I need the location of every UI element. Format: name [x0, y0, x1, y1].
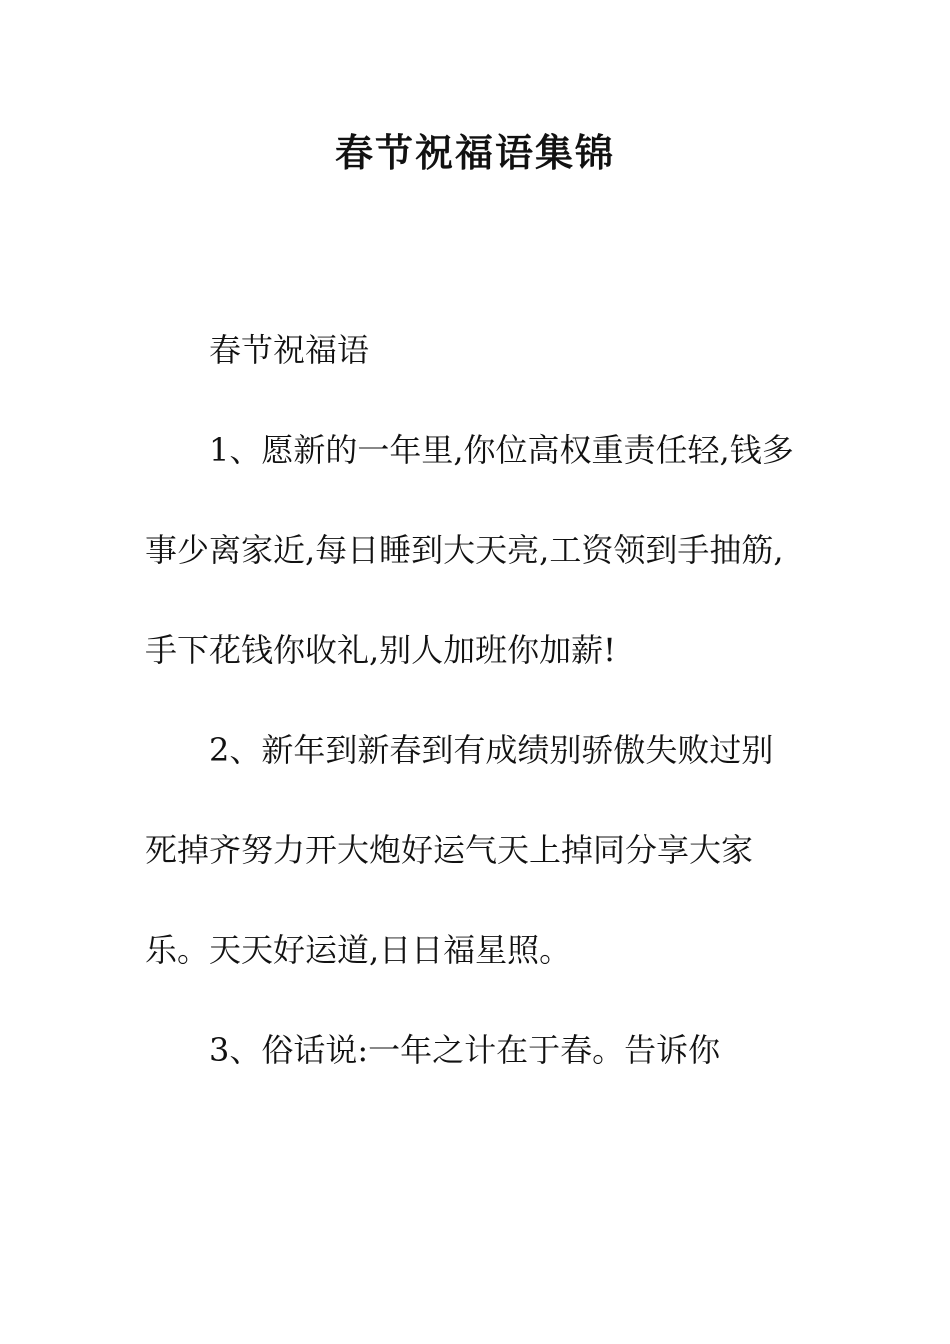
paragraph-3: 3、俗话说:一年之计在于春。告诉你 [209, 1031, 721, 1069]
paragraph-2: 2、新年到新春到有成绩别骄傲失败过别死掉齐努力开大炮好运气天上掉同分享大家乐。天天好运道,日日福星照。 [145, 731, 774, 969]
section-heading: 春节祝福语 [209, 331, 370, 369]
document-title: 春节祝福语集锦 [334, 130, 615, 175]
paragraph-1: 1、愿新的一年里,你位高权重责任轻,钱多事少离家近,每日睡到大天亮,工资领到手抽筋,手下花钱你收礼,别人加班你加薪! [145, 431, 794, 669]
document-body [145, 300, 805, 1100]
